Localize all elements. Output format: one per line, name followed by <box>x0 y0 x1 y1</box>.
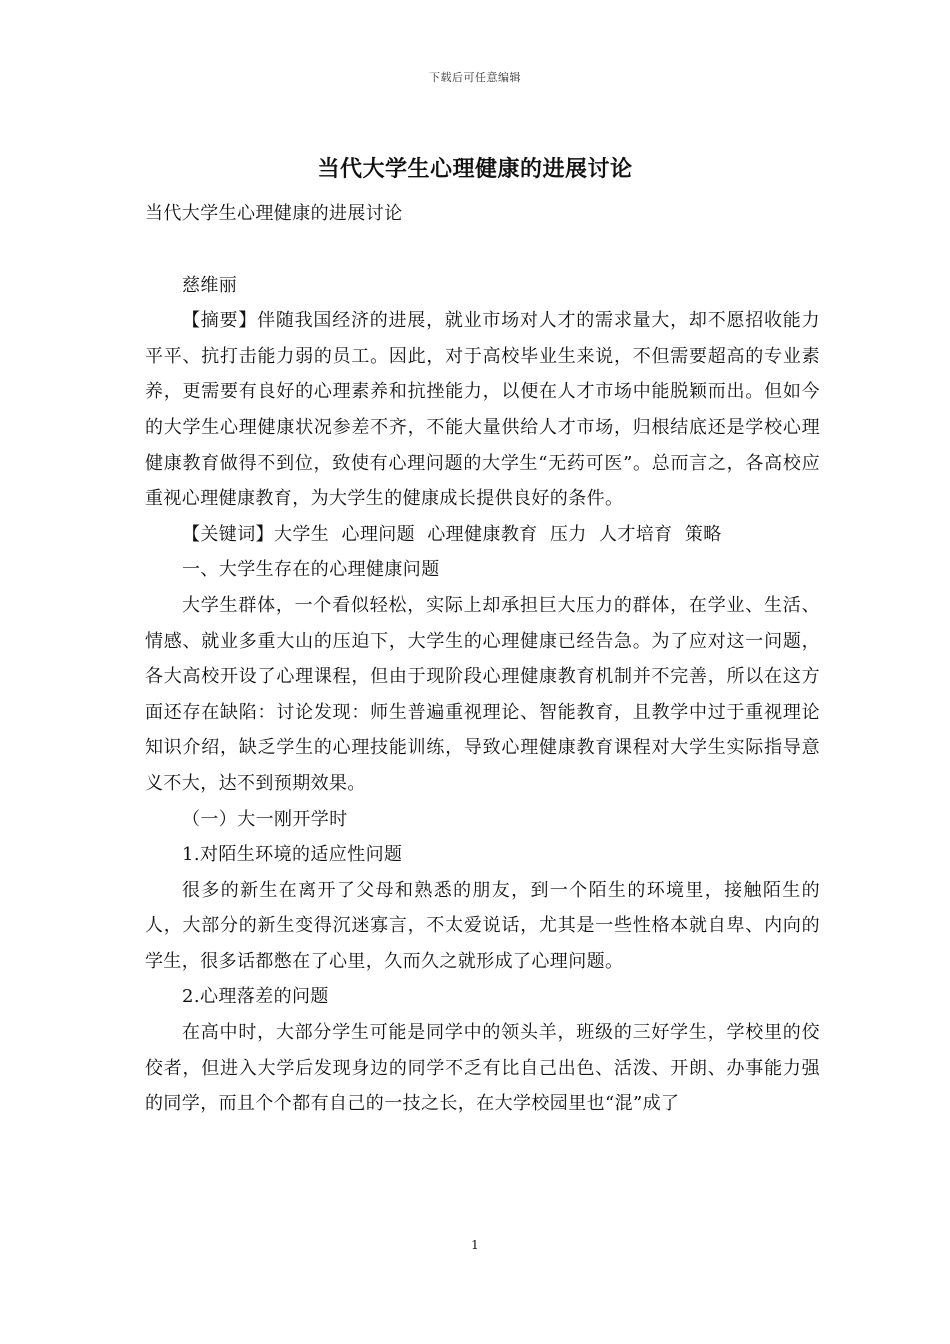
body-paragraph: 大学生群体，一个看似轻松，实际上却承担巨大压力的群体，在学业、生活、情感、就业多重大山的压迫下，大学生的心理健康已经告急。为了应对这一问题，各大高校开设了心理课程，但由于现阶段心理健康教育机制并不完善，所以在这方面还存在缺陷：讨论发现：师生普遍重视理论、智能教育，且教学中过于重视理论知识介绍，缺乏学生的心理技能训练，导致心理健康教育课程对大学生实际指导意义不大，达不到预期效果。 <box>145 594 820 794</box>
header-note: 下载后可任意编辑 <box>429 71 521 84</box>
body-paragraph: 很多的新生在离开了父母和熟悉的朋友，到一个陌生的环境里，接触陌生的人，大部分的新生变得沉迷寡言，不太爱说话，尤其是一些性格本就自卑、内向的学生，很多话都憋在了心里，久而久之就形成了心理问题。 <box>145 879 820 972</box>
spacer <box>145 232 820 268</box>
section-heading: 一、大学生存在的心理健康问题 <box>182 559 440 581</box>
document-title: 当代大学生心理健康的进展讨论 <box>317 156 633 182</box>
page-number: 1 <box>471 1238 479 1252</box>
item-heading: 2.心理落差的问题 <box>182 986 329 1008</box>
body-paragraph: 在高中时，大部分学生可能是同学中的领头羊，班级的三好学生，学校里的佼佼者，但进入大学后发现身边的同学不乏有比自己出色、活泼、开朗、办事能力强的同学，而且个个都有自己的一技之长，在大学校园里也“混”成了 <box>145 1022 820 1115</box>
keywords-line: 【关键词】大学生 心理问题 心理健康教育 压力 人才培育 策略 <box>182 523 722 545</box>
item-heading: 1.对陌生环境的适应性问题 <box>182 844 403 866</box>
author-name: 慈维丽 <box>182 274 238 296</box>
abstract-paragraph: 【摘要】伴随我国经济的进展，就业市场对人才的需求量大，却不愿招收能力平平、抗打击能力弱的员工。因此，对于高校毕业生来说，不但需要超高的专业素养，更需要有良好的心理素养和抗挫能力，以便在人才市场中能脱颖而出。但如今的大学生心理健康状况参差不齐，不能大量供给人才市场，归根结底还是学校心理健康教育做得不到位，致使有心理问题的大学生“无药可医”。总而言之，各高校应重视心理健康教育，为大学生的健康成长提供良好的条件。 <box>145 310 820 510</box>
document-subtitle: 当代大学生心理健康的进展讨论 <box>145 203 403 224</box>
document-body <box>145 196 820 1122</box>
subsection-heading: （一）大一刚开学时 <box>182 808 348 830</box>
